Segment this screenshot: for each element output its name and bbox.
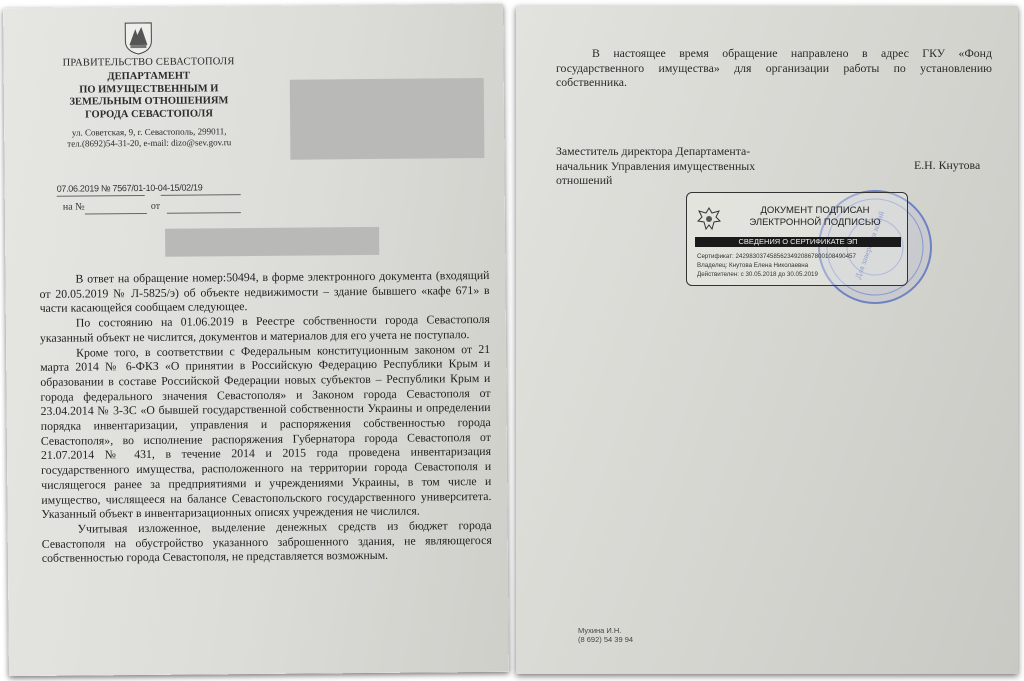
certificate-validity: Действителен: с 30.05.2018 до 30.05.2019 [697,271,818,278]
letter-page-1 [3,4,509,676]
body-paragraph: Учитывая изложенное, выделение денежных средств из бюджет города Севастополя на обустройство указанного заброшенного здания, не являющегося собственностью города Севастополя, не представляется возможным. [41,517,492,566]
reference-underline [167,212,241,214]
letter-page-2 [516,6,1018,674]
signatory-line: отношений [556,173,613,188]
certificate-owner: Владелец: Кнутова Елена Николаевна [697,262,809,269]
eagle-emblem-icon [695,205,723,233]
stamp-title-line: ДОКУМЕНТ ПОДПИСАН [760,205,870,216]
body-paragraph: В ответ на обращение номер:50494, в форме электронного документа (входящий от 20.05.2019 № Л-5825/э) об объекте недвижимости – здание бывшего «кафе 671» в части касающейся сообщаем следующее. [39,267,490,316]
registration-underline [161,194,241,196]
continuation-paragraph: В настоящее время обращение направлено в адрес ГКУ «Фонд государственного имущества» для организации работы по установлению собственника. [556,46,992,90]
address-line: тел.(8692)54-31-20, e-mail: dizo@sev.gov.ru [67,137,232,149]
department-name [44,70,254,122]
reference-number-label: на № [62,201,85,213]
electronic-signature-stamp [686,192,908,286]
department-line: ДЕПАРТАМЕНТ [107,70,191,83]
reference-underline [85,213,147,215]
signatory-line: Заместитель директора Департамента- [556,144,751,158]
department-line: ЗЕМЕЛЬНЫМ ОТНОШЕНИЯМ [69,95,229,108]
redacted-recipient-name [165,227,379,257]
registration-underline [57,195,145,197]
redacted-recipient [290,78,485,160]
address-line: ул. Советская, 9, г. Севастополь, 299011, [71,126,227,138]
department-line: ГОРОДА СЕВАСТОПОЛЯ [85,107,213,120]
reference-date-label: от [150,200,161,212]
department-address [44,126,254,150]
stamp-title-line: ЭЛЕКТРОННОЙ ПОДПИСЬЮ [749,216,881,228]
certificate-info-bar: СВЕДЕНИЯ О СЕРТИФИКАТЕ ЭП [695,237,901,247]
body-paragraph: Кроме того, в соответствии с Федеральным конституционным законом от 21 марта 2014 № 6-ФКЗ «О принятии в Российскую Федерацию Республики Крым и образовании в составе Российской Федерации новых субъектов – Республики Крым и города федерального значения Севастополя» и Законом города Севастополя от 23.04.2014 № 3-ЗС «О бывшей государственной собственности Украины и определении порядка инвентаризации, управления и распоряжения собственностью города Севастополя», во исполнение распоряжения Губернатора города Севастополя от 21.07.2014 № 431, в течение 2014 и 2015 года проведена инвентаризация государственного имущества, расположенного на территории города Севастополя и числящегося ранее за предприятиями и учреждениями Украины, в том числе и имущество, числящееся на балансе Севастопольского государственного университета. Указанный объект в инвентаризационных описях учреждения не числился. [40,341,492,522]
sevastopol-crest-icon [123,21,153,55]
executor-info [578,626,633,644]
government-title: ПРАВИТЕЛЬСТВО СЕВАСТОПОЛЯ [62,56,235,69]
body-paragraph: По состоянию на 01.06.2019 в Реестре собственности города Севастополя указанный объект не числится, документов и материалов для его учета не поступало. [39,312,490,345]
signatory-title [556,144,786,188]
signer-name: Е.Н. Кнутова [914,158,981,172]
registration-number: 07.06.2019 № 7567/01-10-04-15/02/19 [56,182,203,194]
stamp-title [729,205,901,228]
executor-name: Мухина И.Н. [578,626,622,635]
executor-phone: (8 692) 54 39 94 [578,635,634,644]
certificate-number: Сертификат: 24298303745856234920867800108490457 [697,253,856,260]
letter-body [39,268,492,566]
signatory-line: начальник Управления имущественных [556,158,756,173]
department-line: ПО ИМУЩЕСТВЕННЫМ И [79,82,219,96]
